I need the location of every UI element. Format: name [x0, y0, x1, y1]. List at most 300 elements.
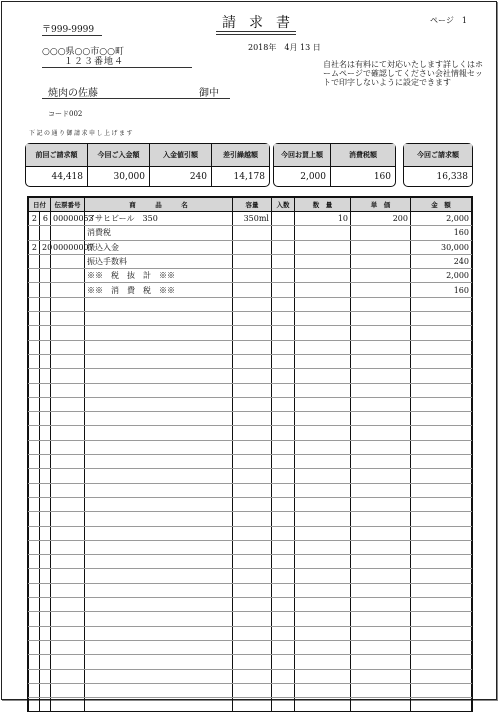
cell-quantity	[295, 412, 351, 426]
cell-unit-price	[351, 612, 411, 626]
cell-slip-number	[51, 626, 85, 640]
cell-product	[85, 626, 233, 640]
table-row	[29, 412, 472, 426]
cell-unit-price	[351, 483, 411, 497]
table-row	[29, 340, 472, 354]
table-row	[29, 569, 472, 583]
value-payment-received: 30,000	[88, 167, 150, 187]
cell-quantity	[295, 269, 351, 283]
table-row	[29, 626, 472, 640]
cell-day	[40, 612, 51, 626]
customer-name: 焼肉の佐藤	[48, 88, 98, 99]
cell-day	[40, 483, 51, 497]
cell-month	[29, 269, 40, 283]
cell-capacity	[233, 683, 272, 697]
column-header-quantity: 数 量	[295, 198, 351, 212]
cell-units-per-case	[272, 455, 295, 469]
detail-rows	[29, 212, 472, 712]
cell-month	[29, 297, 40, 311]
cell-units-per-case	[272, 254, 295, 268]
cell-amount	[411, 340, 472, 354]
cell-product	[85, 312, 233, 326]
cell-month	[29, 340, 40, 354]
cell-unit-price	[351, 669, 411, 683]
value-total-billed: 16,338	[436, 171, 468, 182]
cell-product: ※※ 税 抜 計 ※※	[85, 269, 233, 283]
cell-quantity	[295, 512, 351, 526]
cell-month	[29, 612, 40, 626]
cell-quantity	[295, 497, 351, 511]
cell-amount	[411, 526, 472, 540]
cell-capacity	[233, 455, 272, 469]
cell-slip-number: 00000053	[51, 212, 85, 226]
cell-unit-price	[351, 369, 411, 383]
cell-unit-price	[351, 297, 411, 311]
cell-month	[29, 426, 40, 440]
cell-capacity	[233, 497, 272, 511]
cell-capacity	[233, 440, 272, 454]
cell-day	[40, 583, 51, 597]
cell-slip-number	[51, 640, 85, 654]
cell-slip-number	[51, 598, 85, 612]
cell-unit-price	[351, 569, 411, 583]
cell-quantity	[295, 383, 351, 397]
cell-capacity: 350ml	[233, 212, 272, 226]
table-row	[29, 383, 472, 397]
cell-product	[85, 512, 233, 526]
cell-unit-price	[351, 497, 411, 511]
cell-capacity	[233, 655, 272, 669]
cell-month	[29, 383, 40, 397]
cell-amount	[411, 640, 472, 654]
cell-capacity	[233, 340, 272, 354]
cell-slip-number	[51, 283, 85, 297]
cell-capacity	[233, 540, 272, 554]
cell-slip-number	[51, 569, 85, 583]
table-row	[29, 297, 472, 311]
cell-capacity	[233, 598, 272, 612]
cell-units-per-case	[272, 283, 295, 297]
cell-capacity	[233, 397, 272, 411]
column-header-product: 商 品 名	[85, 198, 233, 212]
cell-amount	[411, 669, 472, 683]
cell-quantity	[295, 426, 351, 440]
cell-amount	[411, 698, 472, 712]
cell-quantity	[295, 369, 351, 383]
cell-amount	[411, 312, 472, 326]
cell-slip-number	[51, 698, 85, 712]
cell-units-per-case	[272, 655, 295, 669]
cell-capacity	[233, 240, 272, 254]
table-row	[29, 226, 472, 240]
cell-unit-price	[351, 426, 411, 440]
table-row	[29, 669, 472, 683]
cell-units-per-case	[272, 583, 295, 597]
cell-unit-price	[351, 283, 411, 297]
cell-capacity	[233, 354, 272, 368]
table-row	[29, 269, 472, 283]
cell-units-per-case	[272, 640, 295, 654]
cell-day	[40, 412, 51, 426]
cell-amount	[411, 497, 472, 511]
cell-capacity	[233, 698, 272, 712]
cell-quantity	[295, 540, 351, 554]
cell-units-per-case	[272, 526, 295, 540]
cell-units-per-case	[272, 226, 295, 240]
cell-slip-number	[51, 526, 85, 540]
table-row	[29, 312, 472, 326]
cell-quantity	[295, 240, 351, 254]
honorific: 御中	[199, 88, 219, 99]
cell-units-per-case	[272, 555, 295, 569]
cell-month	[29, 440, 40, 454]
cell-day	[40, 297, 51, 311]
cell-amount	[411, 297, 472, 311]
cell-product	[85, 569, 233, 583]
cell-product	[85, 655, 233, 669]
value-payment-discount: 240	[150, 167, 212, 187]
cell-units-per-case	[272, 540, 295, 554]
cell-product	[85, 683, 233, 697]
cell-amount	[411, 626, 472, 640]
cell-month	[29, 483, 40, 497]
cell-units-per-case	[272, 212, 295, 226]
cell-slip-number	[51, 412, 85, 426]
cell-month: 2	[29, 240, 40, 254]
cell-units-per-case	[272, 569, 295, 583]
cell-slip-number	[51, 440, 85, 454]
cell-units-per-case	[272, 440, 295, 454]
invoice-page	[1, 1, 497, 700]
cell-amount	[411, 440, 472, 454]
cell-unit-price	[351, 440, 411, 454]
value-carryover: 14,178	[233, 171, 265, 182]
column-header-date: 日付	[29, 198, 51, 212]
cell-unit-price	[351, 683, 411, 697]
company-note: 自社名は有料にて対応いたします詳しくはホームページで確認してください会社情報セットで印字しないように設定できます	[323, 60, 483, 88]
cell-slip-number	[51, 340, 85, 354]
cell-quantity	[295, 354, 351, 368]
cell-amount	[411, 483, 472, 497]
cell-units-per-case	[272, 612, 295, 626]
cell-month	[29, 397, 40, 411]
cell-day	[40, 283, 51, 297]
cell-day	[40, 469, 51, 483]
cell-product	[85, 598, 233, 612]
cell-capacity	[233, 254, 272, 268]
cell-product: アサヒビール 350	[85, 212, 233, 226]
cell-units-per-case	[272, 312, 295, 326]
cell-slip-number	[51, 226, 85, 240]
cell-product	[85, 326, 233, 340]
cell-unit-price	[351, 526, 411, 540]
cell-capacity	[233, 669, 272, 683]
cell-unit-price	[351, 698, 411, 712]
table-row	[29, 583, 472, 597]
cell-units-per-case	[272, 412, 295, 426]
cell-amount: 30,000	[411, 240, 472, 254]
cell-units-per-case	[272, 497, 295, 511]
cell-slip-number	[51, 426, 85, 440]
cell-product	[85, 297, 233, 311]
cell-quantity	[295, 469, 351, 483]
cell-capacity	[233, 526, 272, 540]
summary-box-purchase	[273, 143, 396, 187]
table-row	[29, 540, 472, 554]
cell-day	[40, 655, 51, 669]
cell-month	[29, 254, 40, 268]
column-header-unit-price: 単 価	[351, 198, 411, 212]
cell-unit-price	[351, 655, 411, 669]
cell-day	[40, 526, 51, 540]
cell-quantity	[295, 598, 351, 612]
table-row	[29, 455, 472, 469]
cell-units-per-case	[272, 698, 295, 712]
cell-units-per-case	[272, 626, 295, 640]
cell-capacity	[233, 512, 272, 526]
cell-quantity	[295, 226, 351, 240]
cell-day	[40, 369, 51, 383]
cell-month	[29, 683, 40, 697]
column-header-units-per-case: 入数	[272, 198, 295, 212]
column-header-slip-number: 伝票番号	[51, 198, 85, 212]
cell-day	[40, 626, 51, 640]
table-row	[29, 655, 472, 669]
cell-unit-price	[351, 240, 411, 254]
table-row	[29, 698, 472, 712]
table-row	[29, 254, 472, 268]
cell-month	[29, 326, 40, 340]
cell-units-per-case	[272, 297, 295, 311]
cell-product	[85, 698, 233, 712]
summary-box-total	[403, 143, 473, 187]
cell-day	[40, 640, 51, 654]
value-purchase-amount: 2,000	[274, 167, 331, 187]
cell-day	[40, 455, 51, 469]
cell-units-per-case	[272, 469, 295, 483]
cell-slip-number	[51, 497, 85, 511]
cell-slip-number	[51, 469, 85, 483]
table-row	[29, 426, 472, 440]
cell-product	[85, 640, 233, 654]
cell-product	[85, 583, 233, 597]
issue-date: 2018年 4月 13 日	[248, 43, 321, 52]
table-row	[29, 612, 472, 626]
cell-day	[40, 669, 51, 683]
cell-amount: 160	[411, 226, 472, 240]
cell-capacity	[233, 269, 272, 283]
cell-month	[29, 626, 40, 640]
cell-quantity	[295, 397, 351, 411]
cell-amount	[411, 469, 472, 483]
cell-product	[85, 612, 233, 626]
cell-quantity	[295, 640, 351, 654]
header-consumption-tax: 消費税額	[331, 144, 396, 167]
cell-month	[29, 283, 40, 297]
column-header-amount: 金 額	[411, 198, 472, 212]
cell-capacity	[233, 383, 272, 397]
cell-quantity	[295, 569, 351, 583]
cell-amount	[411, 426, 472, 440]
cell-slip-number	[51, 312, 85, 326]
cell-unit-price	[351, 598, 411, 612]
cell-amount	[411, 383, 472, 397]
cell-quantity	[295, 483, 351, 497]
header-prev-billed: 前回ご請求額	[26, 144, 88, 167]
cell-units-per-case	[272, 326, 295, 340]
cell-slip-number	[51, 683, 85, 697]
cell-slip-number	[51, 555, 85, 569]
cell-quantity	[295, 312, 351, 326]
cell-capacity	[233, 326, 272, 340]
cell-day	[40, 340, 51, 354]
cell-quantity	[295, 297, 351, 311]
postal-code: 〒999-9999	[42, 25, 95, 35]
cell-product: 振込手数料	[85, 254, 233, 268]
cell-product	[85, 469, 233, 483]
cell-units-per-case	[272, 598, 295, 612]
cell-capacity	[233, 283, 272, 297]
cell-month	[29, 497, 40, 511]
cell-product: 振込入金	[85, 240, 233, 254]
cell-product	[85, 483, 233, 497]
cell-unit-price	[351, 354, 411, 368]
cell-slip-number	[51, 483, 85, 497]
header-total-billed: 今回ご請求額	[404, 144, 472, 167]
table-row	[29, 497, 472, 511]
cell-product	[85, 412, 233, 426]
cell-month	[29, 369, 40, 383]
cell-month	[29, 598, 40, 612]
cell-unit-price	[351, 540, 411, 554]
cell-amount	[411, 512, 472, 526]
cell-day	[40, 512, 51, 526]
cell-quantity	[295, 455, 351, 469]
value-consumption-tax: 160	[373, 171, 391, 182]
table-row	[29, 354, 472, 368]
cell-amount: 2,000	[411, 269, 472, 283]
cell-product	[85, 426, 233, 440]
cell-unit-price	[351, 455, 411, 469]
table-row	[29, 469, 472, 483]
cell-capacity	[233, 469, 272, 483]
cell-units-per-case	[272, 340, 295, 354]
cell-units-per-case	[272, 483, 295, 497]
cell-month	[29, 540, 40, 554]
cell-day	[40, 540, 51, 554]
cell-unit-price: 200	[351, 212, 411, 226]
cell-quantity	[295, 283, 351, 297]
cell-product	[85, 497, 233, 511]
address-underline	[42, 67, 192, 68]
cell-unit-price	[351, 555, 411, 569]
cell-amount: 160	[411, 283, 472, 297]
cell-day	[40, 698, 51, 712]
cell-product	[85, 354, 233, 368]
header-payment-discount: 入金値引額	[150, 144, 212, 167]
cell-day	[40, 440, 51, 454]
cell-product	[85, 397, 233, 411]
cell-product	[85, 369, 233, 383]
cell-capacity	[233, 369, 272, 383]
cell-slip-number	[51, 583, 85, 597]
cell-day	[40, 598, 51, 612]
summary-box-balance	[25, 143, 270, 187]
cell-amount	[411, 598, 472, 612]
cell-units-per-case	[272, 369, 295, 383]
cell-month	[29, 655, 40, 669]
page-number: ページ 1	[430, 16, 467, 25]
cell-day	[40, 326, 51, 340]
cell-day	[40, 383, 51, 397]
table-row	[29, 640, 472, 654]
cell-product	[85, 340, 233, 354]
title-underline	[216, 31, 296, 32]
cell-slip-number	[51, 326, 85, 340]
cell-slip-number	[51, 512, 85, 526]
cell-quantity	[295, 626, 351, 640]
header-payment-received: 今回ご入金額	[88, 144, 150, 167]
cell-day	[40, 426, 51, 440]
cell-quantity	[295, 698, 351, 712]
cell-product	[85, 555, 233, 569]
cell-day	[40, 683, 51, 697]
cell-capacity	[233, 297, 272, 311]
cell-slip-number	[51, 297, 85, 311]
cell-product	[85, 455, 233, 469]
cell-slip-number	[51, 354, 85, 368]
intro-text: 下記の通り御請求申し上げます	[29, 130, 135, 137]
customer-code: コード002	[48, 110, 83, 118]
cell-day	[40, 569, 51, 583]
cell-unit-price	[351, 412, 411, 426]
cell-product	[85, 526, 233, 540]
cell-slip-number	[51, 369, 85, 383]
detail-table	[27, 196, 473, 712]
table-row	[29, 512, 472, 526]
title-underline-double	[216, 34, 296, 35]
cell-quantity	[295, 583, 351, 597]
cell-unit-price	[351, 469, 411, 483]
cell-unit-price	[351, 512, 411, 526]
cell-month	[29, 312, 40, 326]
cell-amount	[411, 555, 472, 569]
cell-product	[85, 669, 233, 683]
cell-units-per-case	[272, 397, 295, 411]
cell-slip-number: 00000007	[51, 240, 85, 254]
cell-capacity	[233, 612, 272, 626]
cell-product	[85, 440, 233, 454]
cell-month	[29, 412, 40, 426]
cell-month	[29, 698, 40, 712]
cell-unit-price	[351, 340, 411, 354]
cell-day: 20	[40, 240, 51, 254]
cell-month: 2	[29, 212, 40, 226]
table-row	[29, 526, 472, 540]
table-row	[29, 283, 472, 297]
cell-units-per-case	[272, 512, 295, 526]
cell-amount	[411, 455, 472, 469]
cell-capacity	[233, 483, 272, 497]
cell-quantity	[295, 683, 351, 697]
cell-slip-number	[51, 655, 85, 669]
cell-day	[40, 269, 51, 283]
cell-month	[29, 569, 40, 583]
table-row	[29, 212, 472, 226]
cell-capacity	[233, 626, 272, 640]
cell-quantity	[295, 440, 351, 454]
cell-capacity	[233, 569, 272, 583]
